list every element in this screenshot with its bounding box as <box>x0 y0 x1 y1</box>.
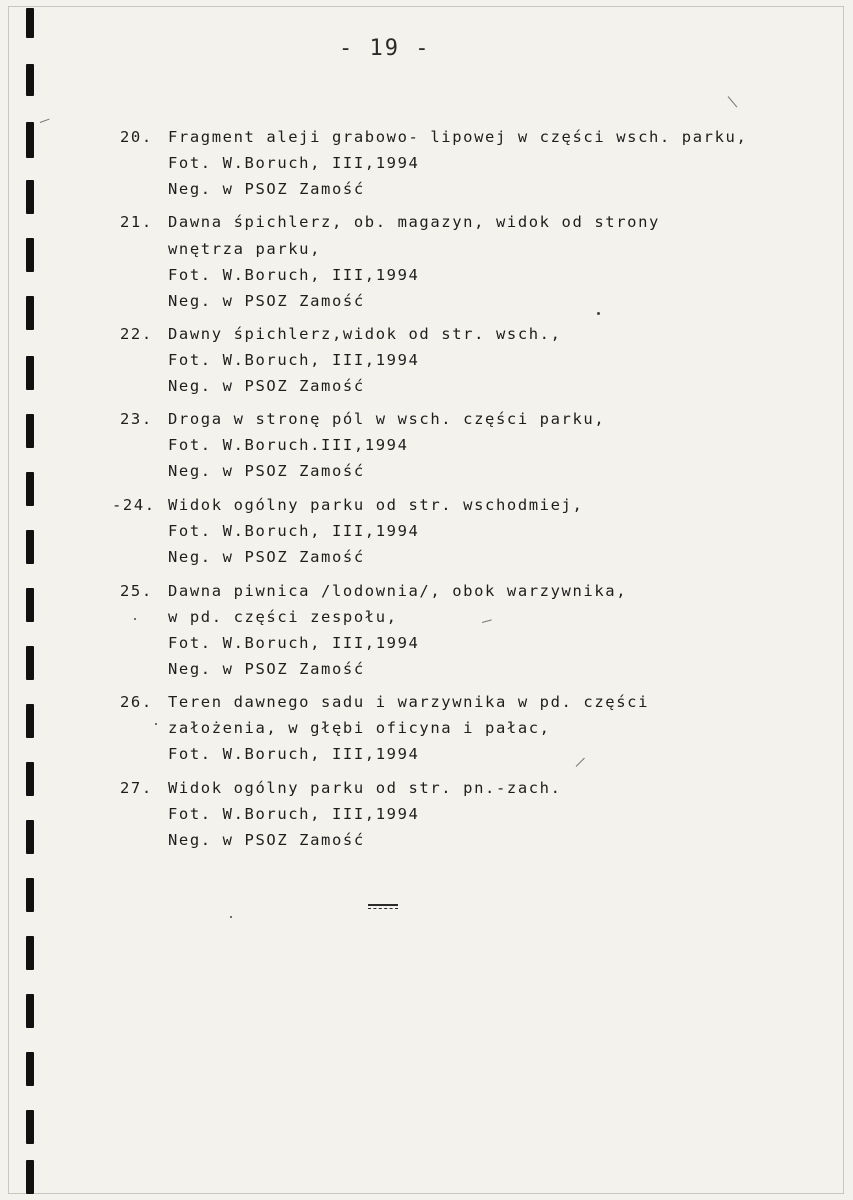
entry-line: Fot. W.Boruch, III,1994 <box>168 805 420 823</box>
entry-line: Neg. w PSOZ Zamość <box>168 660 365 678</box>
punch-mark <box>26 414 34 448</box>
entry-line: Fot. W.Boruch, III,1994 <box>168 634 420 652</box>
punch-mark <box>26 8 34 38</box>
punch-mark <box>26 1110 34 1144</box>
punch-mark <box>26 646 34 680</box>
punch-mark <box>26 238 34 272</box>
punch-mark <box>26 704 34 738</box>
page-number: - 19 - <box>339 36 431 61</box>
punch-mark <box>26 762 34 796</box>
entry-line: Neg. w PSOZ Zamość <box>168 831 365 849</box>
entry-line: Neg. w PSOZ Zamość <box>168 462 365 480</box>
entry-line: Widok ogólny parku od str. wschodmiej, <box>168 496 584 514</box>
entry-line: wnętrza parku, <box>168 240 322 258</box>
punch-mark <box>26 820 34 854</box>
entry-number: 27. <box>120 779 153 797</box>
entry-line: Fragment aleji grabowo- lipowej w części wsch. parku, <box>168 128 748 146</box>
scan-speck <box>230 916 232 918</box>
entry-number: 23. <box>120 410 153 428</box>
entry-line: Fot. W.Boruch, III,1994 <box>168 351 420 369</box>
punch-mark <box>26 356 34 390</box>
punch-mark <box>26 122 34 158</box>
punch-mark <box>26 64 34 96</box>
punch-mark <box>26 936 34 970</box>
scan-speck <box>155 723 157 725</box>
entry-number: 26. <box>120 693 153 711</box>
punch-mark <box>26 472 34 506</box>
entry-line: Dawna śpichlerz, ob. magazyn, widok od strony <box>168 213 660 231</box>
scan-speck <box>597 312 600 315</box>
entry-line: Fot. W.Boruch, III,1994 <box>168 154 420 172</box>
punch-mark <box>26 994 34 1028</box>
entry-line: Neg. w PSOZ Zamość <box>168 180 365 198</box>
punch-mark <box>26 1160 34 1194</box>
end-divider <box>368 904 398 906</box>
punch-mark <box>26 1052 34 1086</box>
entry-line: Fot. W.Boruch.III,1994 <box>168 436 409 454</box>
scan-speck <box>134 618 136 620</box>
punch-mark <box>26 180 34 214</box>
entry-number: 25. <box>120 582 153 600</box>
entry-line: Fot. W.Boruch, III,1994 <box>168 266 420 284</box>
entry-number: 22. <box>120 325 153 343</box>
entry-line: Dawna piwnica /lodownia/, obok warzywnika, <box>168 582 628 600</box>
entry-number: 21. <box>120 213 153 231</box>
entry-line: Neg. w PSOZ Zamość <box>168 292 365 310</box>
entry-line: Neg. w PSOZ Zamość <box>168 377 365 395</box>
entry-line: Droga w stronę pól w wsch. części parku, <box>168 410 606 428</box>
entry-line: Widok ogólny parku od str. pn.-zach. <box>168 779 562 797</box>
entry-line: w pd. części zespołu, <box>168 608 398 626</box>
entry-line: Fot. W.Boruch, III,1994 <box>168 522 420 540</box>
punch-mark <box>26 588 34 622</box>
entry-line: Fot. W.Boruch, III,1994 <box>168 745 420 763</box>
entry-line: Teren dawnego sadu i warzywnika w pd. części <box>168 693 649 711</box>
page-border <box>8 6 844 1194</box>
punch-mark <box>26 296 34 330</box>
entry-number: -24. <box>112 496 156 514</box>
entry-line: Neg. w PSOZ Zamość <box>168 548 365 566</box>
entry-line: założenia, w głębi oficyna i pałac, <box>168 719 551 737</box>
entry-number: 20. <box>120 128 153 146</box>
punch-mark <box>26 878 34 912</box>
punch-mark <box>26 530 34 564</box>
entry-line: Dawny śpichlerz,widok od str. wsch., <box>168 325 562 343</box>
